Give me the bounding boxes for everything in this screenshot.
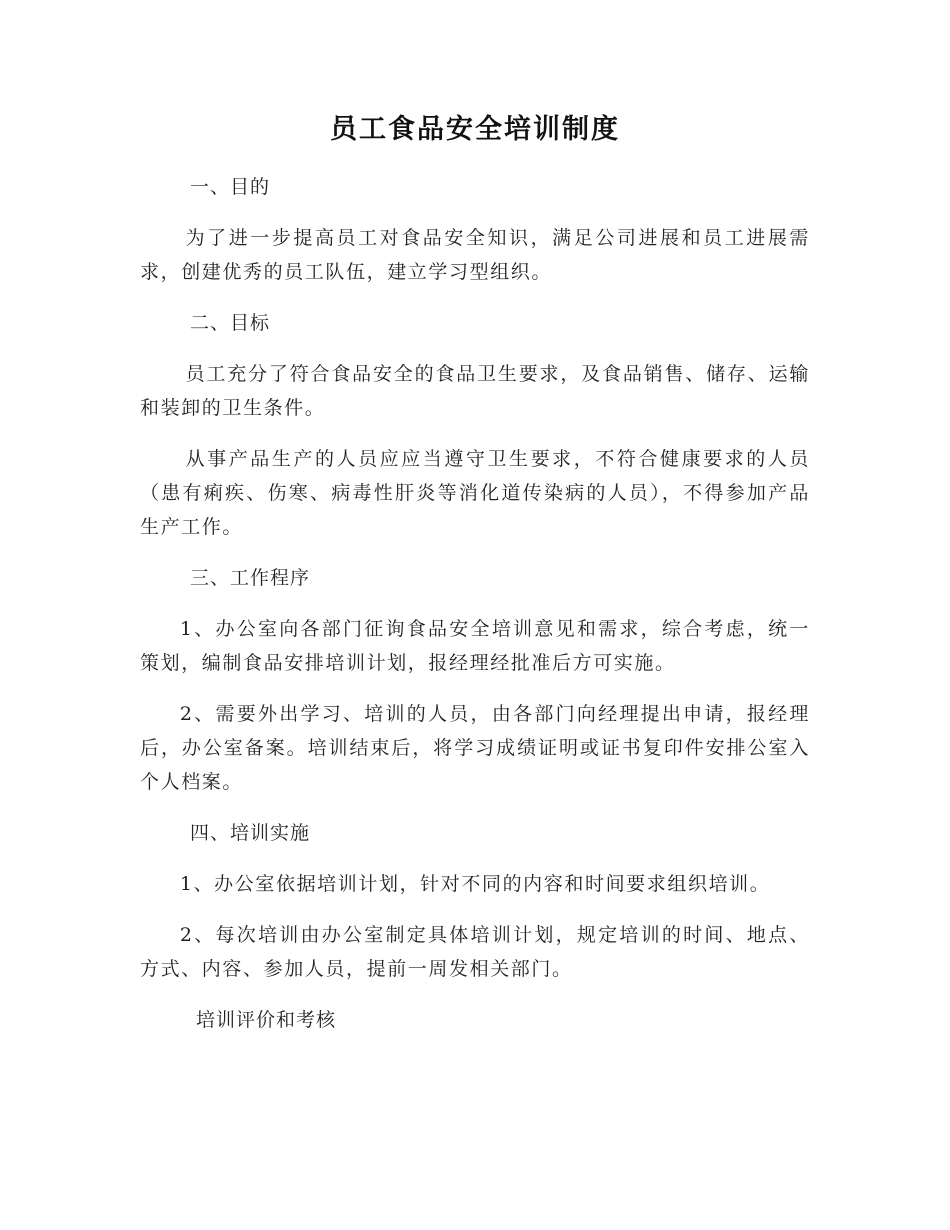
section-heading-purpose: 一、目的: [190, 176, 271, 198]
paragraph-procedure-2: 2、需要外出学习、培训的人员，由各部门向经理提出申请，报经理后，办公室备案。培训结束后，将学习成绩证明或证书复印件安排公室入个人档案。: [140, 703, 810, 793]
paragraph-purpose: 为了进一步提高员工对食品安全知识，满足公司进展和员工进展需求，创建优秀的员工队伍，建立学习型组织。: [140, 227, 810, 283]
paragraph-implementation-2: 2、每次培训由办公室制定具体培训计划，规定培训的时间、地点、方式、内容、参加人员，提前一周发相关部门。: [140, 924, 810, 980]
section-heading-evaluation: 培训评价和考核: [196, 1009, 337, 1031]
paragraph-procedure-1: 1、办公室向各部门征询食品安全培训意见和需求，综合考虑，统一策划，编制食品安排培训计划，报经理经批准后方可实施。: [140, 618, 810, 674]
section-heading-procedure: 三、工作程序: [190, 567, 311, 589]
paragraph-goals-1: 员工充分了符合食品安全的食品卫生要求，及食品销售、储存、运输和装卸的卫生条件。: [140, 363, 810, 419]
paragraph-implementation-1: 1、办公室依据培训计划，针对不同的内容和时间要求组织培训。: [179, 873, 771, 895]
section-heading-implementation: 四、培训实施: [190, 822, 311, 844]
document-title: 员工食品安全培训制度: [330, 114, 620, 145]
section-heading-goals: 二、目标: [190, 312, 271, 334]
paragraph-goals-2: 从事产品生产的人员应应当遵守卫生要求，不符合健康要求的人员（患有痢疾、伤寒、病毒性肝炎等消化道传染病的人员），不得参加产品生产工作。: [140, 448, 810, 538]
